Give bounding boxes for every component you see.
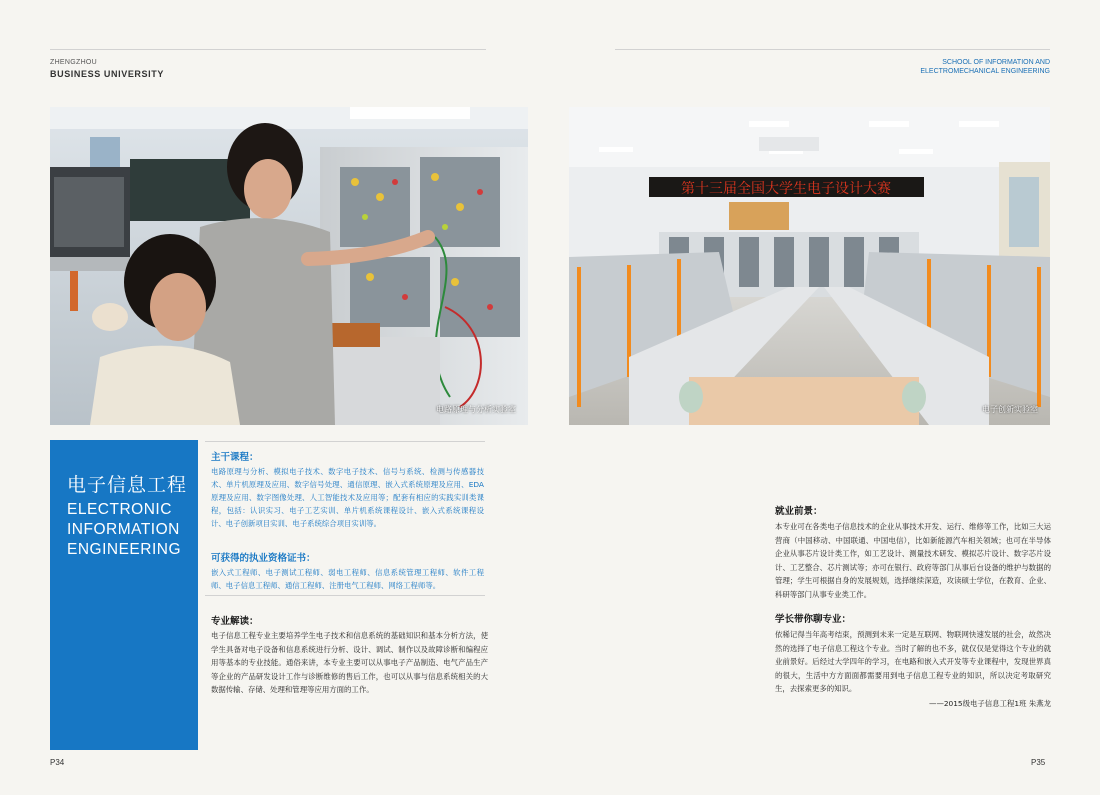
contest-banner: 第十三届全国大学生电子设计大赛 <box>681 181 891 197</box>
circuit-lab-photo <box>50 107 528 425</box>
header-rule-left <box>50 49 486 50</box>
senior-talk-signature: ——2015级电子信息工程1班 朱燕龙 <box>929 698 1051 708</box>
school-name <box>920 58 1050 76</box>
header-rule-right <box>615 49 1050 50</box>
core-courses-section <box>211 449 484 530</box>
interpretation-section <box>211 613 488 697</box>
page-number-left: P34 <box>50 758 65 767</box>
university-logo-text <box>50 58 164 79</box>
major-title-en: ELECTRONIC INFORMATION ENGINEERING <box>67 501 182 558</box>
interpretation-body: 电子信息工程专业主要培养学生电子技术和信息系统的基础知识和基本分析方法，使学生具备对电子设备和信息系统进行分析、设计、调试、制作以及故障诊断和编程应用等基本的专业技能。通俗来讲，本专业主要可以从事电子产品制造、电气产品生产等企业的产品研发设计工作与诊断维修的售后工作，也可以从事与信息系统相关的大数据传输、存储、处理和管理等应用方面的工作。 <box>211 631 488 695</box>
major-title-cn: 电子信息工程 <box>67 474 188 496</box>
prospects-heading: 就业前景： <box>775 506 823 517</box>
senior-talk-heading: 学长带你聊专业： <box>775 614 852 625</box>
circuit-lab-caption: 电路原理与分析实验室 <box>436 405 516 414</box>
page-number-right: P35 <box>1031 758 1046 767</box>
header-city: ZHENGZHOU <box>50 59 98 66</box>
innovation-lab-photo <box>569 107 1050 425</box>
innovation-lab-caption: 电子创新实验室 <box>982 405 1038 414</box>
certificates-body: 嵌入式工程师、电子测试工程师、弱电工程师、信息系统管理工程师、软件工程师、电子信息工程师、通信工程师、注册电气工程师、网络工程师等。 <box>211 568 484 590</box>
school-name-line1: SCHOOL OF INFORMATION AND <box>942 59 1050 66</box>
major-title-box <box>50 440 198 750</box>
prospects-section <box>775 503 1051 602</box>
section-rule-top <box>205 441 485 442</box>
prospects-body: 本专业可在各类电子信息技术的企业从事技术开发、运行、维修等工作，比如三大运营商（中国移动、中国联通、中国电信），比如新能源汽车相关领域；也可在半导体企业从事芯片设计类工作，如工艺设计、测量技术研发、模拟芯片设计、数字芯片设计、工艺整合、芯片测试等；亦可在银行、政府等部门从事后台设备的维护与数据的管理；学生可根据自身的发展规划，选择继续深造，攻读硕士学位，在教育、企业、科研等部门从事专业类工作。 <box>775 522 1051 599</box>
school-name-line2: ELECTROMECHANICAL ENGINEERING <box>920 68 1050 75</box>
senior-talk-body: 依稀记得当年高考结束，预测到未来一定是互联网、物联网快速发展的社会，故然决然的选择了电子信息工程这个专业。当时了解的也不多，就仅仅是觉得这个专业的就业前景好。后经过大学四年的学习，在电路和嵌入式开发等专业课程中，发现世界真的很大，生活中方方面面都需要用到电子信息工程专业的知识，所以决定考取研究生，去探索更多的知识。 <box>775 630 1051 694</box>
interpretation-heading: 专业解读： <box>211 616 259 627</box>
certificates-heading: 可获得的执业资格证书： <box>211 553 316 564</box>
senior-talk-section <box>775 611 1051 711</box>
core-courses-body: 电路原理与分析、模拟电子技术、数字电子技术、信号与系统、检测与传感器技术、单片机原理及应用、数字信号处理、通信原理、嵌入式系统原理及应用、EDA原理及应用、数字图像处理、人工智能技术及应用等；配套有相应的实践实训类课程，包括：认识实习、电子工艺实训、单片机系统课程设计、嵌入式系统课程设计、电子创新项目实训、电子系统综合项目实训等。 <box>211 467 484 528</box>
section-rule-middle <box>205 595 485 596</box>
core-courses-heading: 主干课程： <box>211 452 259 463</box>
header-university: BUSINESS UNIVERSITY <box>50 69 164 79</box>
certificates-section <box>211 550 484 592</box>
